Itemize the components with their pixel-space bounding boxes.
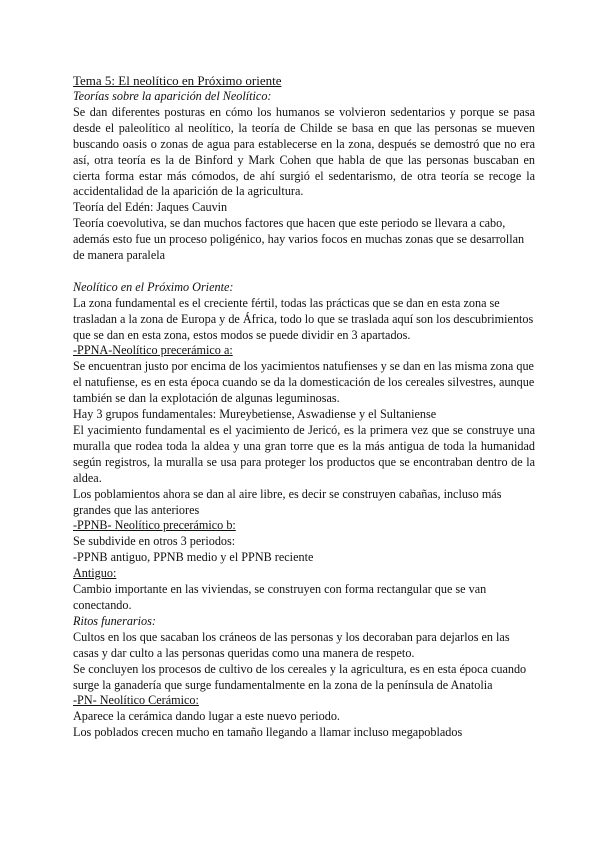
subheading-antiguo: Antiguo: [73, 566, 117, 581]
subheading-ppna: -PPNA-Neolítico precerámico a: [73, 343, 233, 358]
section-heading-theories: Teorías sobre la aparición del Neolítico: [73, 89, 272, 103]
paragraph: Cultos en los que sacaban los cráneos de las personas y los decoraban para dejarlos en las casas y dar culto a las personas queridas como una manera de respeto. [73, 629, 510, 660]
paragraph: Se encuentran justo por encima de los yacimientos natufienses y se dan en las misma zona que el natufiense, es en esta época cuando se da la domesticación de los cereales silvestres, aunque también se dan la explotación de algunas leguminosas. [73, 359, 535, 406]
paragraph: Teoría del Edén: Jaques Cauvin [73, 200, 228, 215]
subheading-ppnb: -PPNB- Neolítico precerámico b: [73, 518, 236, 533]
paragraph: Cambio importante en las viviendas, se construyen con forma rectangular que se van conectando. [73, 582, 487, 612]
page-title: Tema 5: El neolítico en Próximo oriente [73, 73, 282, 88]
paragraph: Teoría coevolutiva, se dan muchos factores que hacen que este periodo se llevara a cabo, además esto fue un proceso poligénico, hay varios focos en muchas zonas que se desarrollan de manera paralela [73, 216, 525, 263]
document-page [73, 72, 535, 741]
paragraph: Los poblamientos ahora se dan al aire libre, es decir se construyen cabañas, incluso más grandes que las anteriores [73, 486, 502, 517]
paragraph: Los poblados crecen mucho en tamaño llegando a llamar incluso megapoblados [73, 725, 463, 740]
paragraph: Se concluyen los procesos de cultivo de los cereales y la agricultura, es en esta época cuando surge la ganadería que surge fundamentalmente en la zona de la península de Anatolia [73, 661, 527, 692]
paragraph: Hay 3 grupos fundamentales: Mureybetiense, Aswadiense y el Sultaniense [73, 407, 437, 422]
paragraph: La zona fundamental es el creciente fértil, todas las prácticas que se dan en esta zona se trasladan a la zona de Europa y de África, todo lo que se traslada aquí son los descubrimientos que se dan en esta zona, estos modos se puede dividir en 3 apartados. [73, 295, 534, 342]
subheading-pn: -PN- Neolítico Cerámico: [73, 693, 199, 708]
blank-line [73, 264, 535, 280]
paragraph: Se dan diferentes posturas en cómo los humanos se volvieron sedentarios y porque se pasa desde el paleolítico al neolítico, la teoría de Childe se basa en que las personas se mueven buscando oasis o zonas de agua para establecerse en la zona, después se demostró que no era así, otra teoría es la de Binford y Mark Cohen que habla de que las personas buscaban en cierta forma estar más cómodos, de ahí surgió el sedentarismo, de otra teoría se recoge la accidentalidad de la aparición de la agricultura. [73, 104, 535, 199]
paragraph: Aparece la cerámica dando lugar a este nuevo periodo. [73, 709, 340, 724]
section-heading-near-east: Neolítico en el Próximo Oriente: [73, 279, 234, 294]
paragraph: -PPNB antiguo, PPNB medio y el PPNB reciente [73, 550, 314, 565]
paragraph: El yacimiento fundamental es el yacimiento de Jericó, es la primera vez que se construye una muralla que rodea toda la aldea y una gran torre que es la más antigua de toda la humanidad según registros, la muralla se usa para proteger los productos que se encontraban dentro de la aldea. [73, 423, 535, 485]
subheading-ritos: Ritos funerarios: [73, 613, 156, 628]
paragraph: Se subdivide en otros 3 periodos: [73, 534, 236, 549]
